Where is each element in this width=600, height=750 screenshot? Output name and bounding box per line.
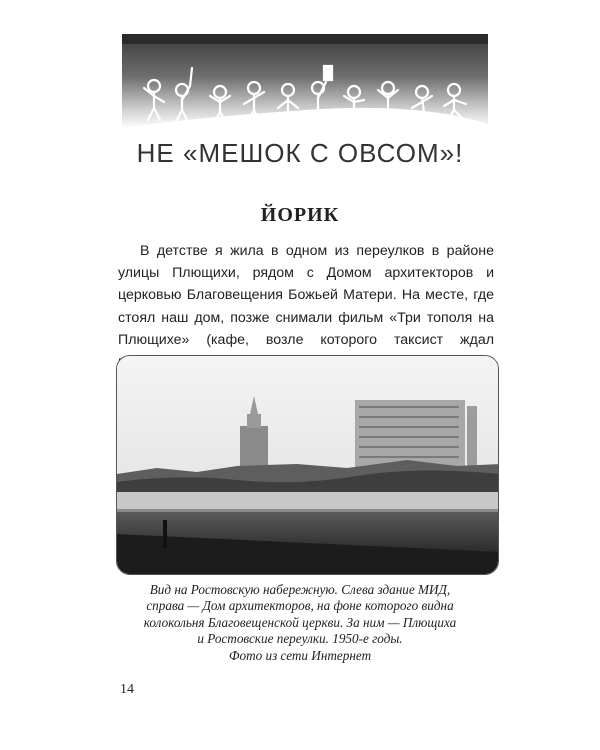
embankment-photo bbox=[116, 355, 499, 575]
page-number: 14 bbox=[120, 682, 134, 697]
embankment-photo-image bbox=[117, 356, 499, 575]
body-paragraph: В детстве я жила в одном из переулков в районе улицы Плющихи, рядом с Домом архитекторов и церковью Благовещения Божьей Матери. На месте, где стоял наш дом, позже снимали фильм «Три тополя на Плющихе» (кафе, возле которого таксист ждал bbox=[118, 243, 494, 348]
photo-caption bbox=[100, 582, 500, 664]
caption-line: и Ростовские переулки. 1950-е годы. bbox=[197, 631, 403, 647]
stick-figures-illustration bbox=[120, 30, 490, 128]
caption-credit: Фото из сети Интернет bbox=[228, 647, 372, 663]
caption-line: справа — Дом архитекторов, на фоне которого видна bbox=[146, 598, 454, 614]
chapter-banner-illustration bbox=[120, 30, 490, 128]
section-title: ЙОРИК bbox=[260, 204, 340, 226]
body-text bbox=[118, 240, 494, 373]
chapter-title: НЕ «МЕШОК С ОВСОМ»! bbox=[136, 138, 464, 168]
caption-line: колокольня Благовещенской церкви. За ним — Плющиха bbox=[143, 614, 457, 630]
caption-line: Вид на Ростовскую набережную. Слева здание МИД, bbox=[149, 582, 451, 597]
